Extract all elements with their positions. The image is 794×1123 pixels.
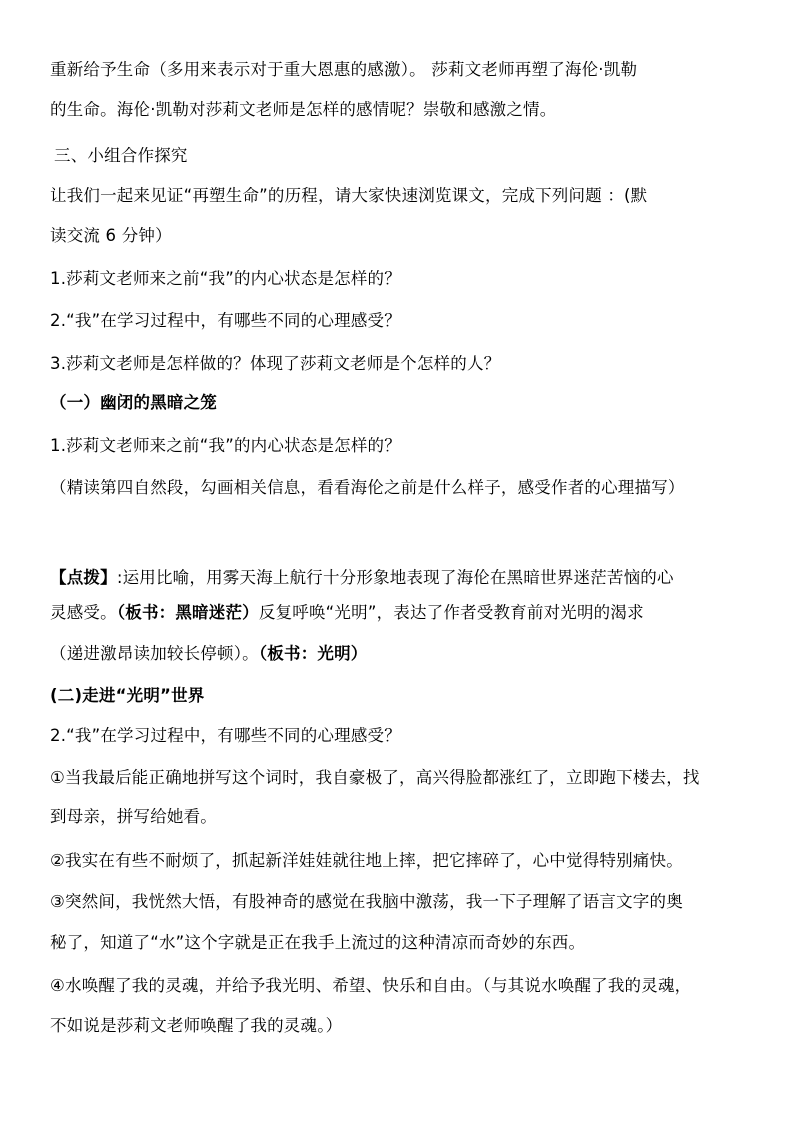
hint-label: 【点拨】 <box>50 568 117 587</box>
subheading-2: (二)走进“光明”世界 <box>50 686 205 705</box>
board-note-2: （板书：光明） <box>258 644 368 663</box>
answer-3b: 秘了，知道了“水”这个字就是正在我手上流过的这种清凉而奇妙的东西。 <box>50 933 586 952</box>
question-3: 3.莎莉文老师是怎样做的？体现了莎莉文老师是个怎样的人？ <box>50 354 501 373</box>
hint-line <box>50 567 760 589</box>
text-line-5: 读交流 6 分钟） <box>50 226 172 245</box>
question-1-repeat: 1.莎莉文老师来之前“我”的内心状态是怎样的？ <box>50 436 401 455</box>
board-line-2-pre: （递进激昂读加较长停顿）。 <box>50 644 259 663</box>
question-1: 1.莎莉文老师来之前“我”的内心状态是怎样的？ <box>50 269 401 288</box>
text-line-1: 重新给予生命（多用来表示对于重大恩惠的感激）。 莎莉文老师再塑了海伦·凯勒 <box>50 60 638 79</box>
reading-instruction: （精读第四自然段，勾画相关信息，看看海伦之前是什么样子，感受作者的心理描写） <box>50 478 685 497</box>
board-line-2 <box>50 643 760 665</box>
hint-text: :运用比喻，用雾天海上航行十分形象地表现了海伦在黑暗世界迷茫苦恼的心 <box>116 568 674 587</box>
section-heading-3: 三、小组合作探究 <box>54 146 188 165</box>
question-2-repeat: 2.“我”在学习过程中，有哪些不同的心理感受？ <box>50 726 401 745</box>
answer-4b: 不如说是莎莉文老师唤醒了我的灵魂。） <box>50 1016 343 1035</box>
text-line-2: 的生命。海伦·凯勒对莎莉文老师是怎样的感情呢？崇敬和感激之情。 <box>50 100 557 119</box>
question-2: 2.“我”在学习过程中，有哪些不同的心理感受？ <box>50 311 401 330</box>
board-line-1 <box>50 602 760 624</box>
answer-2: ②我实在有些不耐烦了，抓起新洋娃娃就往地上摔，把它摔碎了，心中觉得特别痛快。 <box>50 851 683 870</box>
text-line-4: 让我们一起来见证“再塑生命”的历程，请大家快速浏览课文，完成下列问题 ：(默 <box>50 186 648 205</box>
subheading-1: （一）幽闭的黑暗之笼 <box>50 393 217 412</box>
answer-1a: ①当我最后能正确地拼写这个词时，我自豪极了，高兴得脸都涨红了，立即跑下楼去，找 <box>50 768 700 787</box>
answer-3a: ③突然间，我恍然大悟，有股神奇的感觉在我脑中激荡，我一下子理解了语言文字的奥 <box>50 892 683 911</box>
answer-1b: 到母亲，拼写给她看。 <box>50 807 217 826</box>
answer-4a: ④水唤醒了我的灵魂，并给予我光明、希望、快乐和自由。（与其说水唤醒了我的灵魂， <box>50 976 692 995</box>
board-line-1-pre: 灵感受。 <box>50 603 117 622</box>
board-note-1: （板书：黑暗迷茫） <box>116 603 259 622</box>
board-line-1-post: 反复呼唤“光明”，表达了作者受教育前对光明的渴求 <box>258 603 644 622</box>
